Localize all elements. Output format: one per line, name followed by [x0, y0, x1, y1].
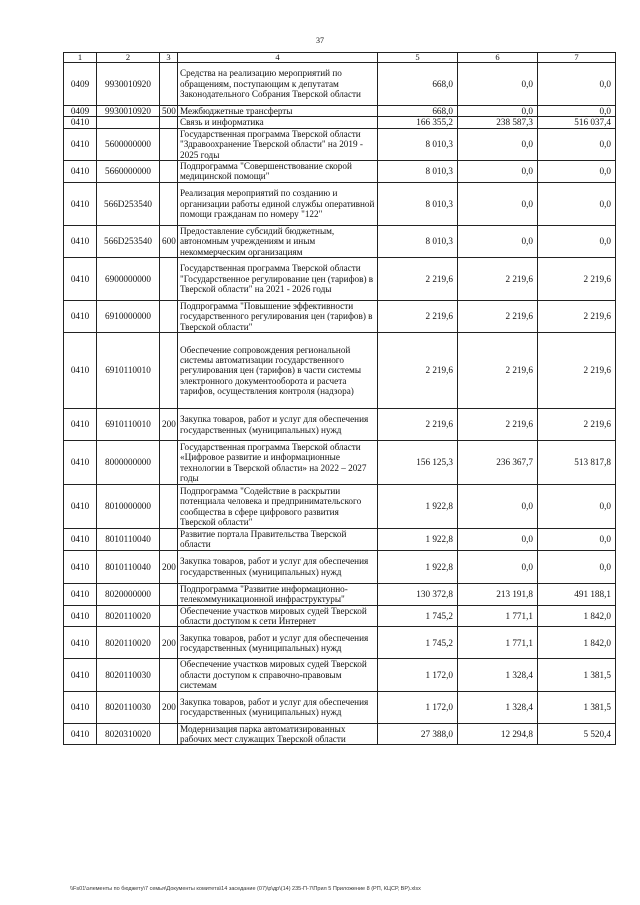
article-code: 5660000000 [97, 160, 160, 182]
section-code: 0410 [64, 627, 97, 659]
amount-year-1: 8 010,3 [378, 160, 458, 182]
item-name: Государственная программа Тверской области "Здравоохранение Тверской области" на 2019 - 2025 годы [178, 128, 378, 160]
item-name: Закупка товаров, работ и услуг для обеспечения государственных (муниципальных) нужд [178, 627, 378, 659]
article-code: 566D253540 [97, 182, 160, 225]
amount-year-1: 8 010,3 [378, 128, 458, 160]
table-row [64, 659, 616, 691]
amount-year-1: 2 219,6 [378, 333, 458, 409]
column-number-5: 5 [378, 53, 458, 63]
amount-year-1: 2 219,6 [378, 300, 458, 332]
section-code: 0410 [64, 225, 97, 257]
article-code: 8020110020 [97, 627, 160, 659]
amount-year-3: 0,0 [538, 529, 616, 551]
article-code: 9930010920 [97, 63, 160, 106]
item-name: Подпрограмма "Совершенствование скорой медицинской помощи" [178, 160, 378, 182]
expense-type-code [160, 659, 178, 691]
amount-year-2: 2 219,6 [458, 409, 538, 441]
amount-year-2: 12 294,8 [458, 723, 538, 745]
column-number-7: 7 [538, 53, 616, 63]
expense-type-code [160, 160, 178, 182]
item-name: Подпрограмма "Развитие информационно-телекоммуникационной инфраструктуры" [178, 583, 378, 605]
table-row [64, 529, 616, 551]
section-code: 0410 [64, 691, 97, 723]
table-row [64, 117, 616, 128]
expense-type-code [160, 529, 178, 551]
section-code: 0409 [64, 63, 97, 106]
amount-year-2: 0,0 [458, 529, 538, 551]
article-code: 6910110010 [97, 333, 160, 409]
table-row [64, 485, 616, 529]
amount-year-1: 1 922,8 [378, 550, 458, 583]
item-name: Обеспечение участков мировых судей Тверской области доступом к справочно-правовым системам [178, 659, 378, 691]
expense-type-code: 500 [160, 106, 178, 117]
budget-table [63, 52, 616, 745]
amount-year-3: 1 381,5 [538, 691, 616, 723]
article-code: 8010000000 [97, 485, 160, 529]
amount-year-3: 2 219,6 [538, 333, 616, 409]
table-row [64, 300, 616, 332]
section-code: 0410 [64, 300, 97, 332]
amount-year-1: 27 388,0 [378, 723, 458, 745]
item-name: Государственная программа Тверской области "Государственное регулирование цен (тарифов) в Тверской области" на 2021 - 2026 годы [178, 257, 378, 300]
amount-year-2: 2 219,6 [458, 300, 538, 332]
amount-year-3: 0,0 [538, 106, 616, 117]
article-code: 8010110040 [97, 529, 160, 551]
article-code: 5600000000 [97, 128, 160, 160]
section-code: 0410 [64, 659, 97, 691]
item-name: Связь и информатика [178, 117, 378, 128]
amount-year-1: 1 172,0 [378, 659, 458, 691]
amount-year-2: 0,0 [458, 160, 538, 182]
section-code: 0410 [64, 257, 97, 300]
article-code: 8020000000 [97, 583, 160, 605]
amount-year-2: 0,0 [458, 63, 538, 106]
section-code: 0410 [64, 485, 97, 529]
column-number-1: 1 [64, 53, 97, 63]
amount-year-1: 8 010,3 [378, 225, 458, 257]
amount-year-3: 516 037,4 [538, 117, 616, 128]
article-code: 566D253540 [97, 225, 160, 257]
table-row [64, 441, 616, 485]
amount-year-3: 0,0 [538, 160, 616, 182]
amount-year-1: 1 172,0 [378, 691, 458, 723]
table-row [64, 691, 616, 723]
amount-year-2: 2 219,6 [458, 257, 538, 300]
section-code: 0410 [64, 605, 97, 627]
article-code [97, 117, 160, 128]
expense-type-code [160, 441, 178, 485]
item-name: Реализация мероприятий по созданию и организации работы единой службы оперативной помощи гражданам по номеру "122" [178, 182, 378, 225]
table-row [64, 605, 616, 627]
expense-type-code [160, 182, 178, 225]
article-code: 8020110020 [97, 605, 160, 627]
item-name: Модернизация парка автоматизированных рабочих мест служащих Тверской области [178, 723, 378, 745]
amount-year-1: 2 219,6 [378, 257, 458, 300]
amount-year-2: 1 328,4 [458, 691, 538, 723]
item-name: Закупка товаров, работ и услуг для обеспечения государственных (муниципальных) нужд [178, 691, 378, 723]
section-code: 0410 [64, 723, 97, 745]
amount-year-1: 1 922,8 [378, 529, 458, 551]
item-name: Обеспечение сопровождения региональной системы автоматизации государственного регулирования цен (тарифов) в части системы электронного документооборота и расчета тарифов, осуществления контроля (надзора) [178, 333, 378, 409]
amount-year-2: 236 367,7 [458, 441, 538, 485]
item-name: Развитие портала Правительства Тверской области [178, 529, 378, 551]
expense-type-code [160, 117, 178, 128]
column-number-2: 2 [97, 53, 160, 63]
amount-year-1: 130 372,8 [378, 583, 458, 605]
article-code: 8000000000 [97, 441, 160, 485]
table-row [64, 409, 616, 441]
article-code: 9930010920 [97, 106, 160, 117]
amount-year-2: 1 771,1 [458, 605, 538, 627]
item-name: Государственная программа Тверской области «Цифровое развитие и информационные технологии в Тверской области» на 2022 – 2027 годы [178, 441, 378, 485]
expense-type-code: 200 [160, 627, 178, 659]
item-name: Закупка товаров, работ и услуг для обеспечения государственных (муниципальных) нужд [178, 409, 378, 441]
section-code: 0410 [64, 182, 97, 225]
item-name: Средства на реализацию мероприятий по обращениям, поступающим к депутатам Законодательного Собрания Тверской области [178, 63, 378, 106]
column-number-6: 6 [458, 53, 538, 63]
column-number-row [64, 53, 616, 63]
article-code: 8010110040 [97, 550, 160, 583]
expense-type-code [160, 583, 178, 605]
table-row [64, 106, 616, 117]
amount-year-3: 1 842,0 [538, 627, 616, 659]
amount-year-3: 0,0 [538, 63, 616, 106]
column-number-3: 3 [160, 53, 178, 63]
amount-year-1: 668,0 [378, 106, 458, 117]
section-code: 0409 [64, 106, 97, 117]
item-name: Межбюджетные трансферты [178, 106, 378, 117]
amount-year-2: 0,0 [458, 485, 538, 529]
footer-file-path: \\Fs01\элементы по бюджету\7 семья\Документы комитета\14 заседание (07)\р\др\(14) 235-П-7\Прил 5 Приложение 8 (РП, КЦСР, ВР).xlsx [70, 886, 421, 892]
amount-year-3: 513 817,8 [538, 441, 616, 485]
amount-year-1: 166 355,2 [378, 117, 458, 128]
section-code: 0410 [64, 333, 97, 409]
amount-year-3: 1 381,5 [538, 659, 616, 691]
expense-type-code [160, 63, 178, 106]
expense-type-code [160, 485, 178, 529]
amount-year-2: 0,0 [458, 182, 538, 225]
section-code: 0410 [64, 128, 97, 160]
expense-type-code [160, 128, 178, 160]
expense-type-code [160, 723, 178, 745]
expense-type-code [160, 333, 178, 409]
table-row [64, 225, 616, 257]
amount-year-1: 8 010,3 [378, 182, 458, 225]
column-number-4: 4 [178, 53, 378, 63]
amount-year-3: 0,0 [538, 128, 616, 160]
amount-year-3: 491 188,1 [538, 583, 616, 605]
article-code: 6910110010 [97, 409, 160, 441]
item-name: Подпрограмма "Повышение эффективности государственного регулирования цен (тарифов) в Тверской области" [178, 300, 378, 332]
table-row [64, 63, 616, 106]
section-code: 0410 [64, 117, 97, 128]
expense-type-code [160, 257, 178, 300]
section-code: 0410 [64, 160, 97, 182]
amount-year-2: 238 587,3 [458, 117, 538, 128]
amount-year-1: 1 745,2 [378, 605, 458, 627]
article-code: 8020310020 [97, 723, 160, 745]
item-name: Обеспечение участков мировых судей Тверской области доступом к сети Интернет [178, 605, 378, 627]
amount-year-1: 668,0 [378, 63, 458, 106]
article-code: 8020110030 [97, 659, 160, 691]
section-code: 0410 [64, 583, 97, 605]
expense-type-code [160, 605, 178, 627]
expense-type-code: 600 [160, 225, 178, 257]
section-code: 0410 [64, 529, 97, 551]
amount-year-2: 0,0 [458, 225, 538, 257]
table-row [64, 128, 616, 160]
table-row [64, 333, 616, 409]
section-code: 0410 [64, 441, 97, 485]
amount-year-3: 2 219,6 [538, 257, 616, 300]
amount-year-2: 0,0 [458, 550, 538, 583]
amount-year-3: 2 219,6 [538, 300, 616, 332]
amount-year-3: 1 842,0 [538, 605, 616, 627]
amount-year-3: 0,0 [538, 485, 616, 529]
article-code: 8020110030 [97, 691, 160, 723]
expense-type-code [160, 300, 178, 332]
amount-year-1: 1 745,2 [378, 627, 458, 659]
amount-year-1: 1 922,8 [378, 485, 458, 529]
expense-type-code: 200 [160, 409, 178, 441]
article-code: 6910000000 [97, 300, 160, 332]
table-row [64, 550, 616, 583]
amount-year-3: 5 520,4 [538, 723, 616, 745]
amount-year-2: 213 191,8 [458, 583, 538, 605]
section-code: 0410 [64, 550, 97, 583]
amount-year-2: 0,0 [458, 106, 538, 117]
item-name: Предоставление субсидий бюджетным, автономным учреждениям и иным некоммерческим организациям [178, 225, 378, 257]
table-row [64, 627, 616, 659]
amount-year-1: 156 125,3 [378, 441, 458, 485]
section-code: 0410 [64, 409, 97, 441]
amount-year-3: 0,0 [538, 225, 616, 257]
article-code: 6900000000 [97, 257, 160, 300]
amount-year-2: 2 219,6 [458, 333, 538, 409]
amount-year-3: 0,0 [538, 550, 616, 583]
item-name: Закупка товаров, работ и услуг для обеспечения государственных (муниципальных) нужд [178, 550, 378, 583]
amount-year-2: 1 771,1 [458, 627, 538, 659]
expense-type-code: 200 [160, 550, 178, 583]
page-number: 37 [316, 36, 324, 45]
expense-type-code: 200 [160, 691, 178, 723]
amount-year-3: 2 219,6 [538, 409, 616, 441]
table-row [64, 723, 616, 745]
amount-year-1: 2 219,6 [378, 409, 458, 441]
table-row [64, 182, 616, 225]
table-row [64, 257, 616, 300]
table-row [64, 160, 616, 182]
table-row [64, 583, 616, 605]
amount-year-2: 1 328,4 [458, 659, 538, 691]
amount-year-2: 0,0 [458, 128, 538, 160]
item-name: Подпрограмма "Содействие в раскрытии потенциала человека и предпринимательского сообщества в сфере цифрового развития Тверской области" [178, 485, 378, 529]
amount-year-3: 0,0 [538, 182, 616, 225]
